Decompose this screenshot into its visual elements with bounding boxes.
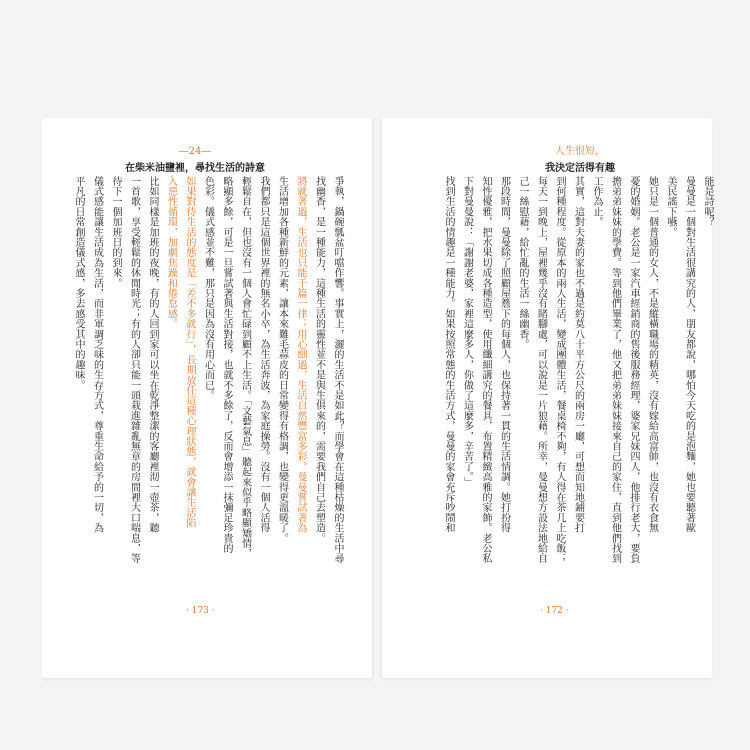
left-page-number: · 173 · bbox=[186, 606, 215, 616]
right-running-head bbox=[510, 143, 650, 177]
right-book-title-line2: 我決定活得有趣 bbox=[545, 163, 615, 174]
body-column: 其實，這對夫妻的家也不過是約莫八十平方公尺的兩房一廳，可想而知地鋪要打 bbox=[572, 176, 584, 533]
body-column: 她只是一個普通的女人，不是縱橫職場的精英，沒有嫁給高富帥，也沒有衣食無 bbox=[646, 176, 658, 533]
body-column: 知性優雅，把水果切成各種造型，使用纖細講究的餐具，布置精緻高雅的家飾。老公私 bbox=[480, 176, 491, 564]
body-column: 曼曼是一個對生活很講究的人，朋友都說，哪怕今天吃的是泡麵，她也要聽著歐 bbox=[683, 176, 695, 533]
body-column: 能是詩呢？ bbox=[702, 176, 713, 227]
right-page-body bbox=[416, 176, 716, 596]
body-column: 略顯多餘，可是一旦嘗試著與生活對接，也就不多餘了，反而會增添一抹彌足珍貴的 bbox=[221, 176, 232, 554]
right-book-title-line1: 人生很短， bbox=[555, 146, 605, 157]
body-column: 儀式感能讓生活成為生活，而非軍調乏味的生存方式，尊重生命給予的一切，為 bbox=[91, 176, 103, 533]
body-column: 比如同樣是加班的夜晚，有的人回到家可以坐在乾淨整潔的客廳裡沏一壺茶，聽 bbox=[147, 176, 158, 533]
highlighted-column: 入惡性循環，加劇焦躁和倦怠感。 bbox=[165, 176, 177, 329]
highlighted-column: 將就著過，生活也只能千篇一律；用心細過，生活自然豐富多彩。曼曼嘗試著為 bbox=[295, 176, 306, 533]
body-column: 找幽香，是一種能力，這種生活的靈性並不是與生俱來的，需要我們自己去塑造。 bbox=[313, 176, 325, 544]
body-column: 那段時間，曼曼除了照顧屋簷下的每個人，也保持著一貫的生活情調。她打扮得 bbox=[498, 176, 510, 533]
left-page-body bbox=[73, 176, 346, 596]
body-column: 爭執，鍋碗瓢盆叮噹作響。事實上，灑的生活不是如此？而學會在這種枯燥的生活中尋 bbox=[332, 176, 343, 564]
body-column: 我們都只是這個世界裡的無名小卒，為生活奔波，為家庭操勞。沒有一個人活得 bbox=[258, 176, 269, 533]
body-column: 每天一到晚上，屋裡幾乎沒有睹腳處，可以說是一片狼藉。所幸，曼曼想方設法地給自 bbox=[535, 176, 547, 564]
body-column: 下對曼曼說：「謝謝老婆，家裡這麼多人，你做了這麼多，辛苦了。」 bbox=[461, 176, 473, 488]
left-chapter-number: —24— bbox=[178, 146, 212, 157]
body-column: 平凡的日常創造儀式感，多去感受其中的趣味。 bbox=[73, 176, 84, 391]
body-column: 美民謠下嚥。 bbox=[665, 176, 676, 238]
left-page-number-value: 173 bbox=[191, 606, 209, 616]
body-column: 輕鬆自在，但也沒有一個人會忙碌到顧不上生活。「文藝氣息」聽起來似乎略顯矯情， bbox=[239, 176, 251, 559]
body-column: 擔弟弟妹妹的學費。等到他們畢業了，他又把弟弟妹妹接來自己的家住，直到他們找到 bbox=[609, 176, 621, 564]
body-column: 憂的婚姻。老公是一家汽車經銷商的售後服務經理，婆家兄妹四人，他排行老大，要負 bbox=[628, 176, 639, 564]
body-column: 待下一個加班日的到來。 bbox=[110, 176, 121, 289]
book-gutter bbox=[374, 118, 376, 678]
body-column: 工作為止。 bbox=[591, 176, 602, 227]
left-running-head bbox=[120, 143, 270, 177]
right-page-number: · 172 · bbox=[540, 606, 569, 616]
left-chapter-title: 在柴米油鹽裡，尋找生活的詩意 bbox=[125, 163, 265, 174]
body-column: 一首歌，享受輕鬆的休閒時光；有的人卻只能一頭栽進雜亂無章的房間裡大口喘息，等 bbox=[128, 176, 140, 564]
body-column: 找到生活的情趣是一種能力。如果按照常態的生活方式，曼曼的家會充斥吵鬧和 bbox=[443, 176, 454, 533]
highlighted-column: 如果對待生活的態度是「差不多就行」，長期放任這種心理狀態，就會讓生活陷 bbox=[184, 176, 195, 528]
body-column: 到何種程度。從原本的兩人生活，變成團體生活，餐桌椅不夠，有人得在茶几上吃飯； bbox=[554, 176, 565, 564]
body-column: 生活增加各種新鮮的元素，讓本來難毛蒜皮的日常變得有格調，也變得更溫暖了。 bbox=[276, 176, 288, 544]
body-column: 色彩。儀式感並不難，那只是因為沒有用心而已。 bbox=[202, 176, 214, 401]
right-page-number-value: 172 bbox=[545, 606, 563, 616]
body-column: 己一絲慰藉，給忙亂的生活一絲幽香。 bbox=[517, 176, 528, 350]
